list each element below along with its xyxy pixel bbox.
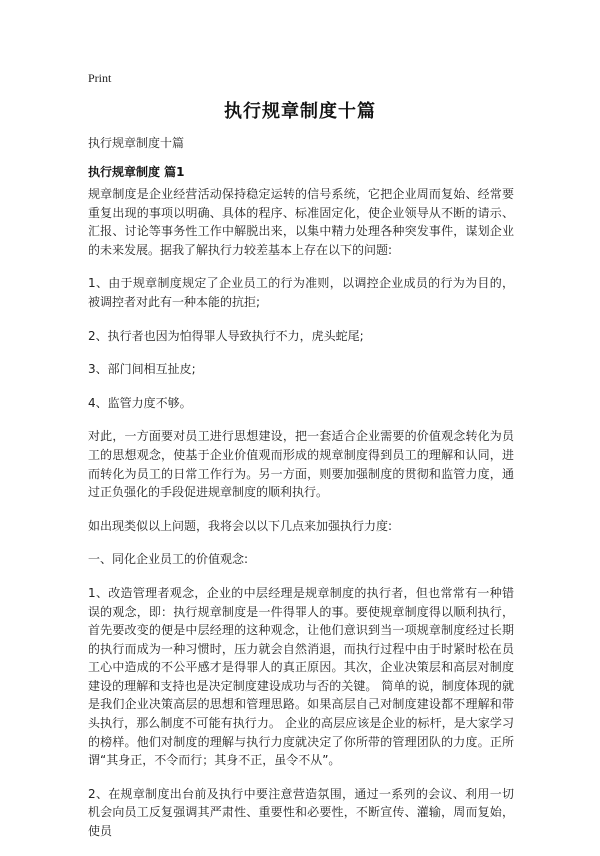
section-heading: 执行规章制度 篇1 bbox=[88, 165, 185, 179]
paragraph: 2、执行者也因为怕得罪人导致执行不力，虎头蛇尾; bbox=[88, 328, 364, 343]
paragraph: 1、改造管理者观念，企业的中层经理是规章制度的执行者，但也常常有一种错误的观念，即：执行规章制度是一件得罪人的事。要使规章制度得以顺利执行，首先要改变的便是中层经理的这种观念，让他们意识到当一项规章制度经过长期的执行而成为一种习惯时，压力就会自然消退，而执行过程中由于时紧时松在员工心中造成的不公平感才是得罪人的真正原因。其次，企业决策层和高层对制度建设的理解和支持也是决定制度建设成功与否的关键。 简单的说，制度体现的就是我们企业决策高层的思想和管理思路。如果高层自己对制度建设都不理解和带头执行，那么制度不可能有执行力。 企业的高层应该是企业的标杆，是大家学习的榜样。他们对制度的理解与执行力度就决定了你所带的管理团队的力度。正所谓“其身正，不令而行；其身不正，虽令不从”。 bbox=[88, 585, 514, 768]
document-title: 执行规章制度十篇 bbox=[224, 101, 376, 122]
paragraph: 一、同化企业员工的价值观念: bbox=[88, 552, 249, 567]
paragraph: 对此，一方面要对员工进行思想建设，把一套适合企业需要的价值观念转化为员工的思想观念，使基于企业价值观而形成的规章制度得到员工的理解和认同，进而转化为员工的日常工作行为。另一方面，则要加强制度的贯彻和监管力度，通过正负强化的手段促进规章制度的顺利执行。 bbox=[88, 429, 514, 500]
paragraph: 1、由于规章制度规定了企业员工的行为准则，以调控企业成员的行为为目的，被调控者对此有一种本能的抗拒; bbox=[88, 276, 514, 309]
print-link[interactable]: Print bbox=[88, 71, 112, 85]
document-subtitle: 执行规章制度十篇 bbox=[88, 136, 185, 150]
paragraph: 4、监管力度不够。 bbox=[88, 395, 192, 410]
document-body bbox=[88, 185, 514, 856]
paragraph: 2、在规章制度出台前及执行中要注意营造氛围，通过一系列的会议、利用一切机会向员工反复强调其严肃性、重要性和必要性，不断宣传、灌输，周而复始，使员 bbox=[88, 786, 514, 839]
paragraph: 3、部门间相互扯皮; bbox=[88, 362, 196, 377]
paragraph: 如出现类似以上问题，我将会以以下几点来加强执行力度: bbox=[88, 518, 393, 533]
paragraph: 规章制度是企业经营活动保持稳定运转的信号系统，它把企业周而复始、经常要重复出现的事项以明确、具体的程序、标准固定化，使企业领导从不断的请示、汇报、讨论等事务性工作中解脱出来，以集中精力处理各种突发事件，谋划企业的未来发展。据我了解执行力较差基本上存在以下的问题: bbox=[88, 187, 514, 257]
